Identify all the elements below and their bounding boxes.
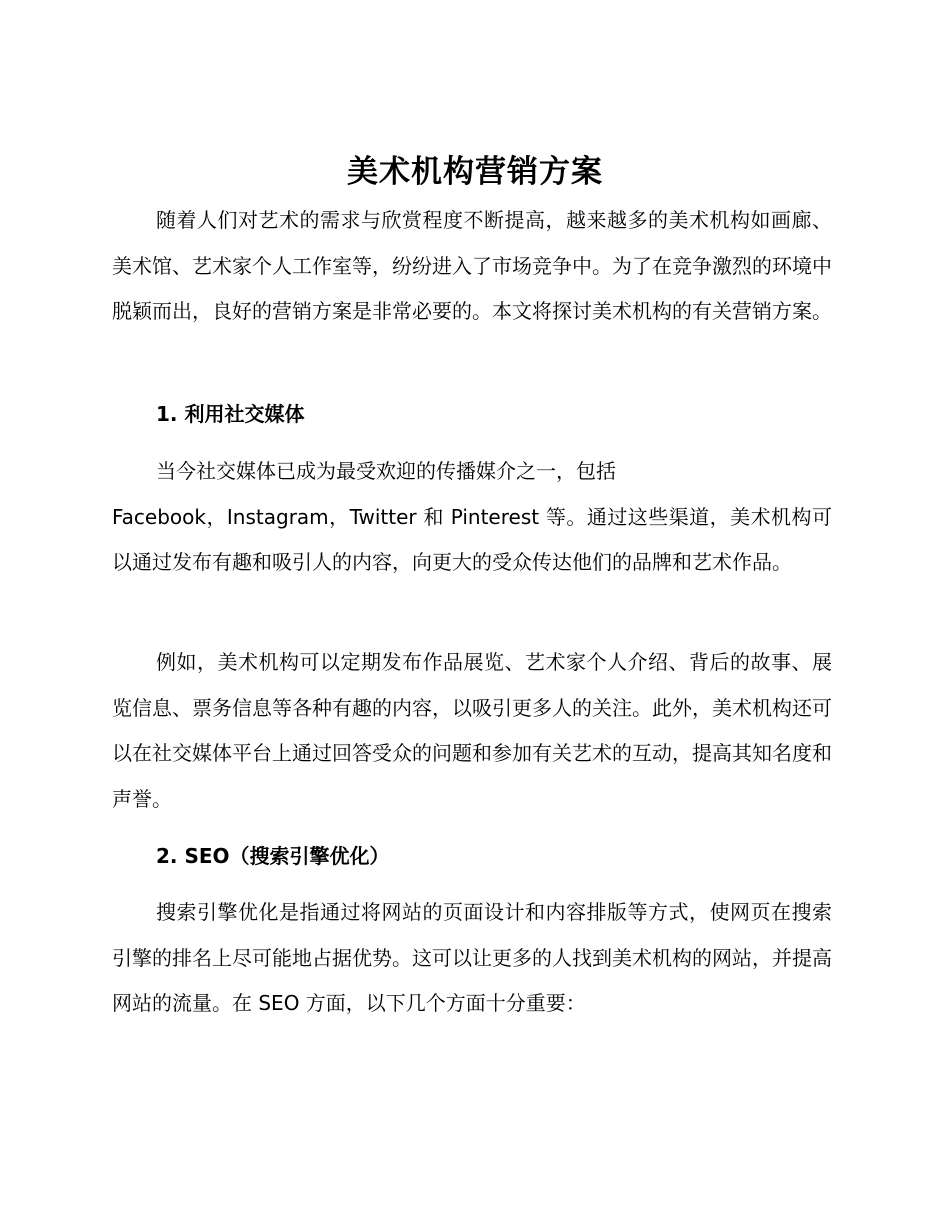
document-title: 美术机构营销方案 xyxy=(347,154,603,190)
section-1-paragraph-1-first-line: 当今社交媒体已成为最受欢迎的传播媒介之一，包括 xyxy=(156,459,616,483)
section-2-heading: 2. SEO（搜索引擎优化） xyxy=(156,844,390,868)
section-2-paragraph-1: 搜索引擎优化是指通过将网站的页面设计和内容排版等方式，使网页在搜索引擎的排名上尽可能地占据优势。这可以让更多的人找到美术机构的网站，并提高网站的流量。在 SEO 方面，以下几个方面十分重要： xyxy=(112,900,832,1015)
section-1-heading: 1. 利用社交媒体 xyxy=(156,402,305,426)
section-1-paragraph-1 xyxy=(112,449,832,586)
section-1-paragraph-1-rest: Facebook，Instagram，Twitter 和 Pinterest 等。通过这些渠道，美术机构可以通过发布有趣和吸引人的内容，向更大的受众传达他们的品牌和艺术作品。 xyxy=(112,504,832,574)
intro-paragraph: 随着人们对艺术的需求与欣赏程度不断提高，越来越多的美术机构如画廊、美术馆、艺术家个人工作室等，纷纷进入了市场竞争中。为了在竞争激烈的环境中脱颖而出，良好的营销方案是非常必要的。本文将探讨美术机构的有关营销方案。 xyxy=(112,208,832,323)
section-1-paragraph-2: 例如，美术机构可以定期发布作品展览、艺术家个人介绍、背后的故事、展览信息、票务信息等各种有趣的内容，以吸引更多人的关注。此外，美术机构还可以在社交媒体平台上通过回答受众的问题和参加有关艺术的互动，提高其知名度和声誉。 xyxy=(112,650,832,811)
